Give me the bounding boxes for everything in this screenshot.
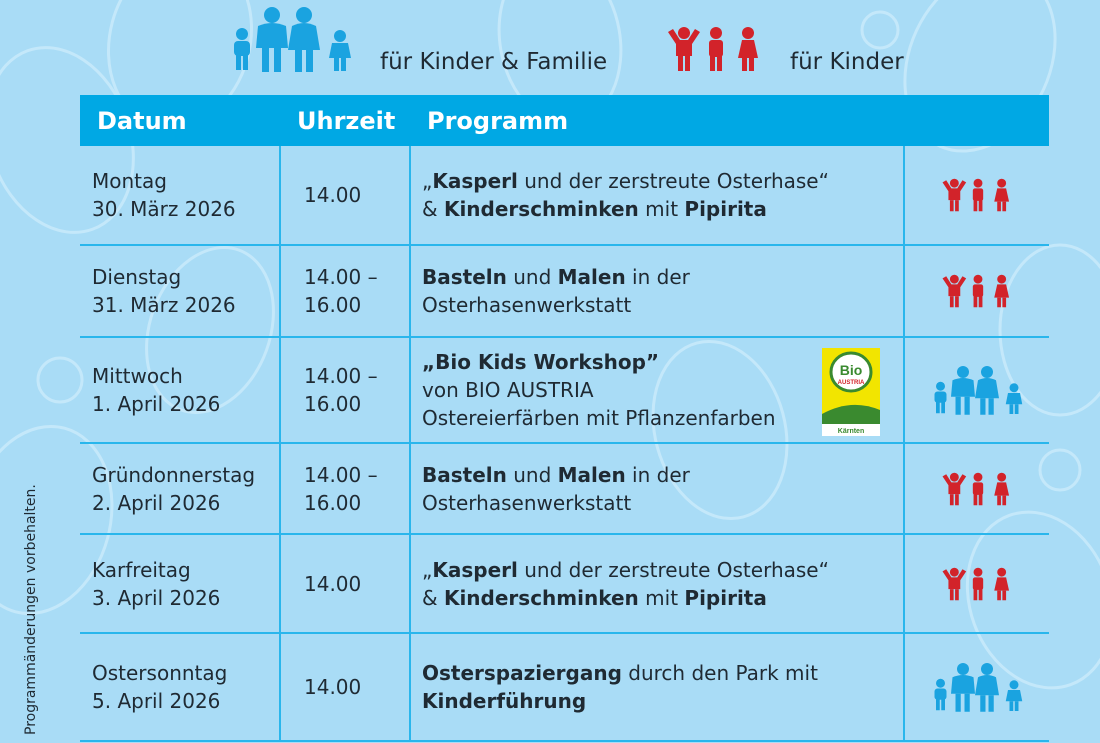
svg-text:Bio: Bio	[839, 362, 863, 378]
column-divider	[903, 146, 905, 742]
program-line	[422, 687, 892, 715]
time-cell	[304, 535, 409, 632]
program-line	[422, 461, 892, 489]
program-highlight: Malen	[557, 462, 626, 487]
date-cell	[92, 338, 280, 442]
time-label: 14.00 –	[304, 462, 378, 487]
program-cell	[422, 246, 892, 336]
time-end-label: 16.00	[304, 490, 362, 515]
program-text: in der	[625, 265, 690, 289]
program-highlight: Kasperl	[432, 169, 518, 193]
program-text: „	[422, 169, 433, 193]
program-highlight: Pipirita	[684, 197, 767, 221]
weekday-label: Montag	[92, 169, 167, 193]
date-label: 30. März 2026	[92, 197, 236, 221]
program-line	[422, 195, 892, 223]
date-cell	[92, 246, 280, 336]
program-line	[422, 584, 892, 612]
program-text: Osterhasenwerkstatt	[422, 293, 632, 317]
time-end-label: 16.00	[304, 392, 362, 416]
weekday-label: Mittwoch	[92, 364, 183, 388]
weekday-label: Gründonnerstag	[92, 462, 256, 487]
family-icon	[232, 6, 352, 76]
time-cell	[304, 246, 409, 336]
program-text: und der zerstreute Osterhase“	[517, 169, 829, 193]
program-text: mit	[638, 585, 685, 610]
program-highlight: Osterspaziergang	[422, 661, 622, 685]
bio-austria-logo	[822, 348, 880, 436]
program-text: Osterhasenwerkstatt	[422, 490, 632, 515]
kids-icon	[906, 444, 1049, 533]
program-highlight: Kasperl	[432, 557, 518, 582]
svg-text:Kärnten: Kärnten	[837, 428, 865, 435]
program-cell	[422, 146, 892, 244]
program-text: und	[506, 462, 558, 487]
program-text: &	[422, 585, 444, 610]
side-note: Programmänderungen vorbehalten.	[23, 484, 39, 735]
program-line	[422, 556, 892, 584]
program-line	[422, 167, 892, 195]
legend	[0, 0, 1100, 90]
column-divider	[409, 146, 411, 742]
program-text: von BIO AUSTRIA	[422, 378, 594, 402]
date-label: 3. April 2026	[92, 585, 221, 610]
program-line	[422, 659, 892, 687]
program-highlight: Basteln	[422, 265, 507, 289]
program-cell	[422, 444, 892, 533]
date-cell	[92, 535, 280, 632]
table-header	[80, 95, 1049, 146]
time-label: 14.00 –	[304, 265, 378, 289]
date-label: 31. März 2026	[92, 293, 236, 317]
program-text: durch den Park mit	[621, 661, 818, 685]
program-line	[422, 489, 892, 517]
program-cell	[422, 535, 892, 632]
date-cell	[92, 444, 280, 533]
time-cell	[304, 146, 409, 244]
date-cell	[92, 634, 280, 740]
kids-icon	[906, 246, 1049, 336]
program-text: und	[506, 265, 558, 289]
date-label: 5. April 2026	[92, 689, 221, 713]
time-cell	[304, 444, 409, 533]
program-text: und der zerstreute Osterhase“	[517, 557, 829, 582]
date-label: 1. April 2026	[92, 392, 221, 416]
program-text: Ostereierfärben mit Pflanzenfarben	[422, 406, 776, 430]
program-highlight: „Bio Kids Workshop”	[422, 350, 660, 374]
weekday-label: Dienstag	[92, 265, 182, 289]
weekday-label: Ostersonntag	[92, 661, 228, 685]
column-divider	[279, 146, 281, 742]
program-highlight: Kinderführung	[422, 689, 587, 713]
time-end-label: 16.00	[304, 293, 362, 317]
time-label: 14.00 –	[304, 364, 378, 388]
family-icon	[906, 338, 1049, 442]
time-label: 14.00	[304, 571, 362, 596]
program-highlight: Basteln	[422, 462, 507, 487]
header-date: Datum	[97, 107, 187, 135]
time-cell	[304, 634, 409, 740]
header-program: Programm	[427, 107, 569, 135]
program-line	[422, 263, 892, 291]
program-highlight: Kinderschminken	[443, 197, 639, 221]
date-label: 2. April 2026	[92, 490, 221, 515]
date-cell	[92, 146, 280, 244]
program-text: mit	[638, 197, 685, 221]
time-cell	[304, 338, 409, 442]
legend-kids-label: für Kinder	[790, 49, 904, 75]
time-label: 14.00	[304, 183, 362, 207]
time-label: 14.00	[304, 675, 362, 699]
program-cell	[422, 634, 892, 740]
family-icon	[906, 634, 1049, 740]
program-text: „	[422, 557, 433, 582]
program-text: in der	[625, 462, 690, 487]
program-line	[422, 291, 892, 319]
kids-icon	[906, 535, 1049, 632]
program-text: &	[422, 197, 444, 221]
program-highlight: Pipirita	[684, 585, 767, 610]
program-highlight: Kinderschminken	[443, 585, 639, 610]
program-highlight: Malen	[557, 265, 626, 289]
legend-family-label: für Kinder & Familie	[380, 49, 608, 75]
svg-text:AUSTRIA: AUSTRIA	[837, 380, 865, 386]
header-time: Uhrzeit	[297, 107, 396, 135]
weekday-label: Karfreitag	[92, 557, 191, 582]
kids-icon	[906, 146, 1049, 244]
kids-icon	[668, 26, 764, 76]
